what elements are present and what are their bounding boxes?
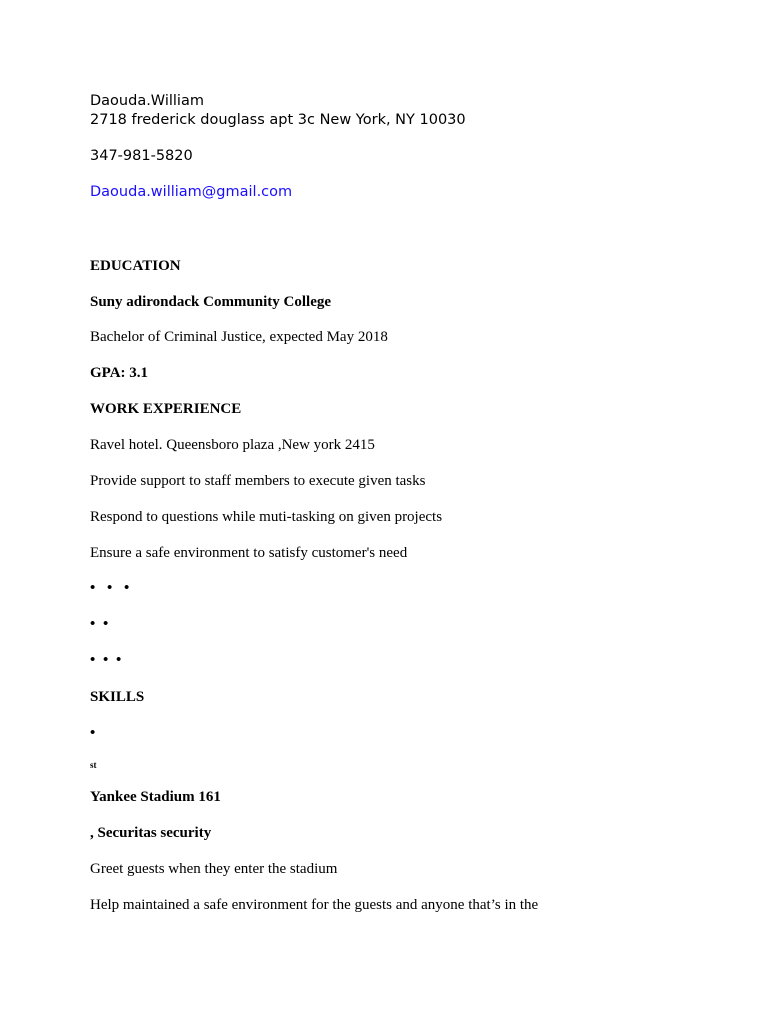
duty-line: Greet guests when they enter the stadium: [90, 861, 338, 877]
education-heading: EDUCATION: [90, 258, 181, 274]
bullet-row: • •: [90, 616, 111, 632]
gpa-line: GPA: 3.1: [90, 365, 149, 381]
work-experience-heading: WORK EXPERIENCE: [90, 401, 242, 417]
second-job-employer: , Securitas security: [90, 825, 212, 841]
skills-heading: SKILLS: [90, 689, 145, 705]
contact-phone: 347-981-5820: [90, 148, 193, 164]
duty-line: Respond to questions while muti-tasking on given projects: [90, 509, 443, 525]
duty-line: Ensure a safe environment to satisfy customer's need: [90, 545, 408, 561]
contact-name: Daouda.William: [90, 93, 204, 109]
school-name: Suny adirondack Community College: [90, 294, 332, 310]
bullet-row: • • •: [90, 652, 124, 668]
contact-address: 2718 frederick douglass apt 3c New York, NY 10030: [90, 112, 466, 128]
degree-line: Bachelor of Criminal Justice, expected May 2018: [90, 329, 388, 345]
bullet-row: • • •: [90, 580, 134, 596]
employer-line: Ravel hotel. Queensboro plaza ,New york 2415: [90, 437, 375, 453]
duty-line: Help maintained a safe environment for the guests and anyone that’s in the: [90, 897, 539, 913]
superscript-st: st: [90, 760, 97, 770]
second-job-place: Yankee Stadium 161: [90, 789, 221, 805]
contact-email-link[interactable]: Daouda.william@gmail.com: [90, 184, 293, 200]
skills-bullet: •: [90, 725, 98, 741]
duty-line: Provide support to staff members to execute given tasks: [90, 473, 426, 489]
